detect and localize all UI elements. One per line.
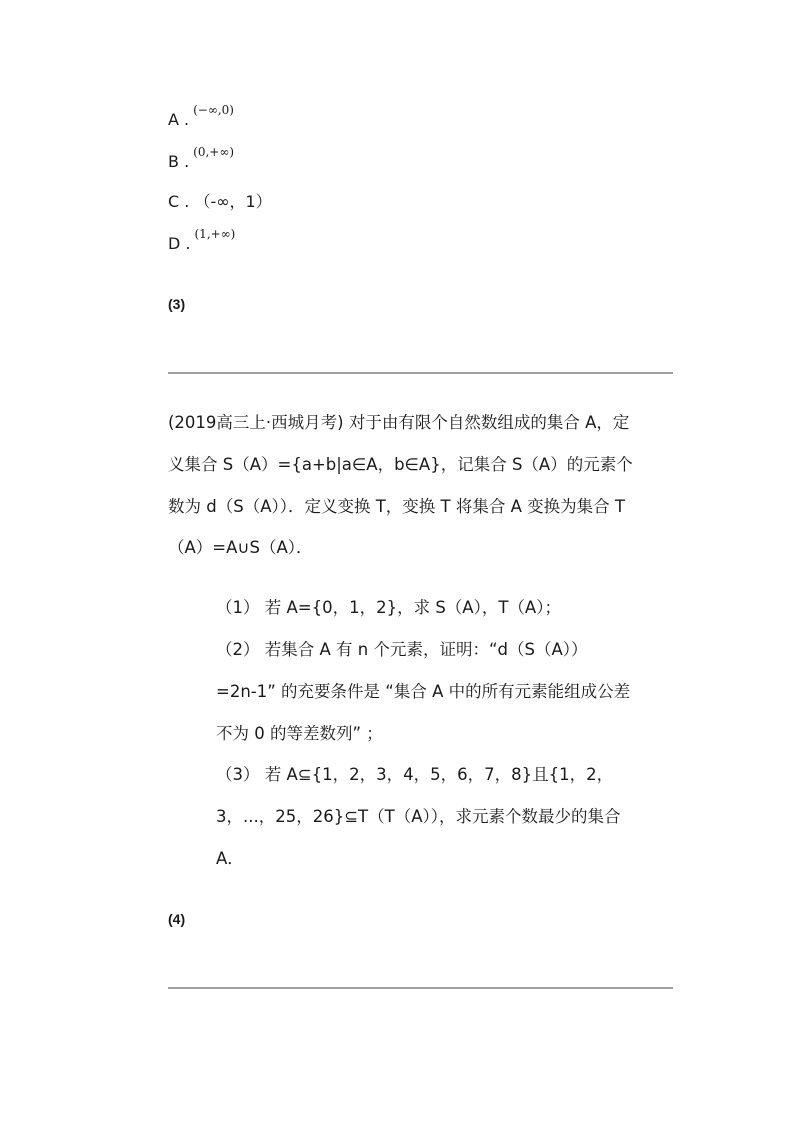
subquestion-line: =2n-1” 的充要条件是 “集合 A 中的所有元素能组成公差 [216, 682, 631, 701]
divider [168, 372, 673, 374]
stem-line: 义集合 S（A）={a+b|a∈A，b∈A}，记集合 S（A）的元素个 [168, 455, 633, 474]
option-b [168, 145, 235, 173]
option-formula: (1,+∞) [194, 227, 236, 241]
option-text: （-∞，1） [194, 192, 272, 211]
subquestion-line: （1） 若 A={0，1，2}，求 S（A），T（A）； [216, 598, 561, 617]
subquestion-line: （3） 若 A⊆{1，2，3，4，5，6，7，8}且{1，2， [216, 765, 614, 784]
option-d [168, 227, 236, 255]
option-formula: (−∞,0) [193, 103, 234, 117]
stem-line: 数为 d（S（A））．定义变换 T，变换 T 将集合 A 变换为集合 T [168, 497, 625, 516]
subquestion-line: （2） 若集合 A 有 n 个元素，证明：“d（S（A）） [216, 640, 588, 659]
option-c [168, 192, 272, 212]
divider [168, 987, 673, 989]
subquestion-line: 3，...，25，26}⊆T（T（A）），求元素个数最少的集合 [216, 807, 621, 826]
subquestion-line: A． [216, 849, 244, 868]
question-number-4: (4) [168, 911, 186, 927]
question-number-3: (3) [168, 296, 186, 312]
option-a [168, 103, 234, 131]
subquestion-line: 不为 0 的等差数列” ； [216, 724, 383, 743]
stem-line: （A）=A∪S（A）． [168, 538, 313, 557]
stem-line: (2019高三上·西城月考) 对于由有限个自然数组成的集合 A，定 [168, 413, 630, 432]
option-formula: (0,+∞) [193, 145, 235, 159]
option-letter: C . [168, 192, 190, 211]
option-letter: D . [168, 234, 191, 253]
option-letter: A . [168, 110, 190, 129]
option-letter: B . [168, 152, 190, 171]
